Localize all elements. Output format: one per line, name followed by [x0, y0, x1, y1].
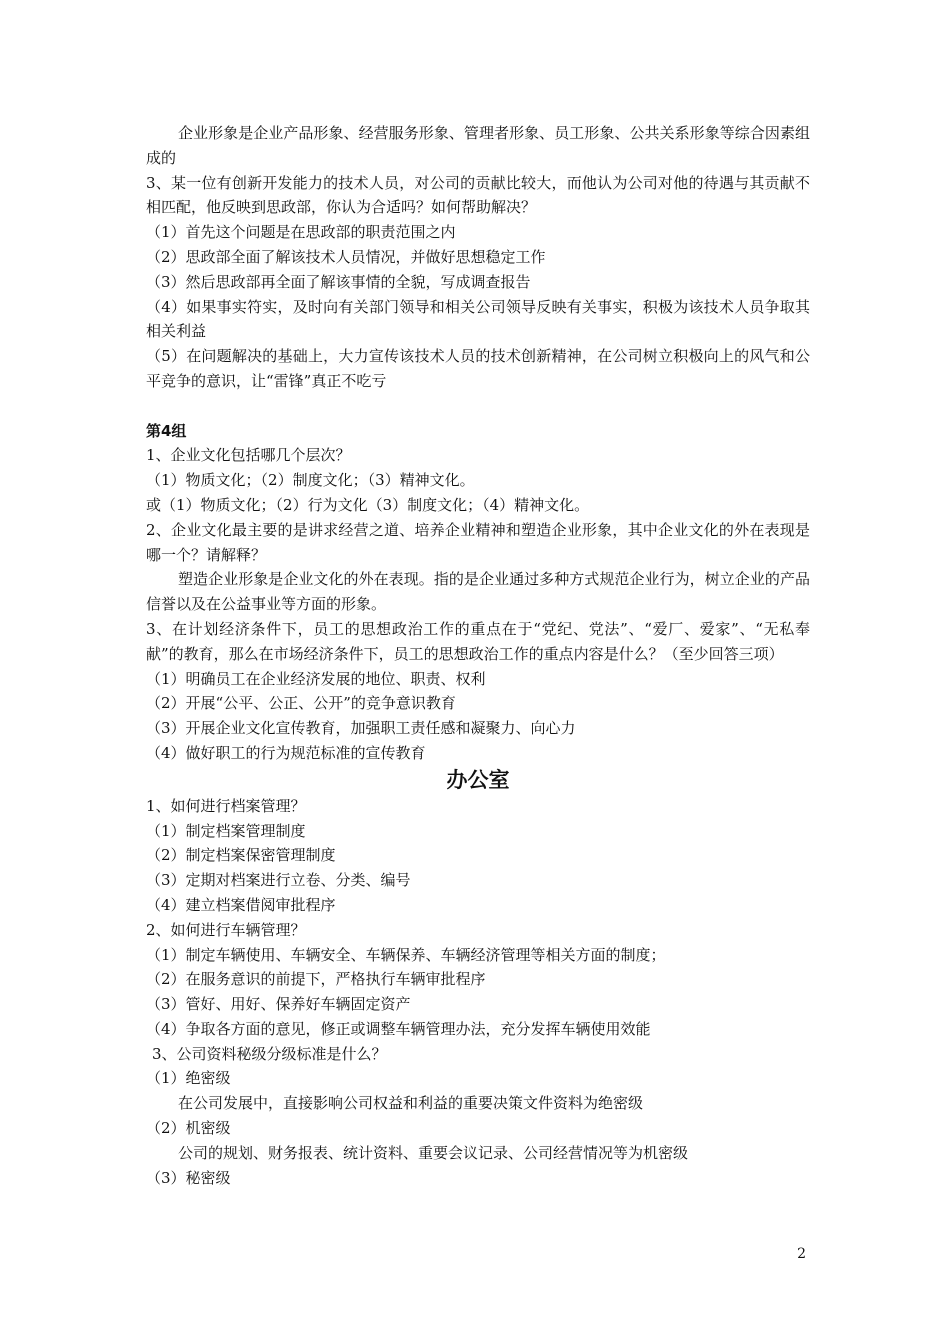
answer-item: 或（1）物质文化；（2）行为文化（3）制度文化；（4）精神文化。 [146, 495, 590, 514]
answer-item: （2）思政部全面了解该技术人员情况，并做好思想稳定工作 [146, 247, 546, 266]
question-3: 3、某一位有创新开发能力的技术人员，对公司的贡献比较大，而他认为公司对他的待遇与其贡献不相匹配，他反映到思政部，你认为合适吗？如何帮助解决？ [146, 173, 810, 217]
office-question-2: 2、如何进行车辆管理？ [146, 920, 306, 939]
group4-question-1: 1、企业文化包括哪几个层次？ [146, 446, 351, 465]
answer-item: （2）在服务意识的前提下，严格执行车辆审批程序 [146, 970, 486, 989]
answer-paragraph: 在公司发展中，直接影响公司权益和利益的重要决策文件资料为绝密级 [178, 1094, 644, 1113]
answer-item: （2）开展“公平、公正、公开”的竞争意识教育 [146, 694, 456, 713]
answer-item: （1）绝密级 [146, 1069, 231, 1088]
blank-line [146, 394, 810, 419]
answer-item: （2）机密级 [146, 1119, 231, 1138]
answer-item: （1）制定档案管理制度 [146, 821, 306, 840]
answer-item: （3）秘密级 [146, 1168, 231, 1187]
answer-item: （4）做好职工的行为规范标准的宣传教育 [146, 743, 426, 762]
group4-question-3: 3、在计划经济条件下，员工的思想政治工作的重点在于“党纪、党法”、“爱厂、爱家”、“无私奉献”的教育，那么在市场经济条件下，员工的思想政治工作的重点内容是什么？（至少回答三项） [146, 619, 810, 663]
answer-item: （5）在问题解决的基础上，大力宣传该技术人员的技术创新精神，在公司树立积极向上的风气和公平竞争的意识，让“雷锋”真正不吃亏 [146, 347, 810, 390]
answer-item: （1）明确员工在企业经济发展的地位、职责、权利 [146, 669, 486, 688]
answer-paragraph: 塑造企业形象是企业文化的外在表现。指的是企业通过多种方式规范企业行为，树立企业的产品信誉以及在公益事业等方面的形象。 [146, 570, 810, 614]
group4-question-2: 2、企业文化最主要的是讲求经营之道、培养企业精神和塑造企业形象，其中企业文化的外在表现是哪一个？请解释？ [146, 520, 810, 564]
answer-item: （3）然后思政部再全面了解该事情的全貌，写成调查报告 [146, 272, 531, 291]
answer-item: （4）如果事实符实，及时向有关部门领导和相关公司领导反映有关事实，积极为该技术人员争取其相关利益 [146, 297, 810, 341]
page-number: 2 [797, 1246, 806, 1262]
answer-item: （3）定期对档案进行立卷、分类、编号 [146, 871, 411, 890]
answer-item: （2）制定档案保密管理制度 [146, 846, 336, 865]
answer-paragraph: 公司的规划、财务报表、统计资料、重要会议记录、公司经营情况等为机密级 [178, 1143, 689, 1162]
office-question-3: 3、公司资料秘级分级标准是什么？ [152, 1044, 387, 1063]
office-question-1: 1、如何进行档案管理？ [146, 796, 306, 815]
answer-item: （3）管好、用好、保养好车辆固定资产 [146, 995, 411, 1014]
answer-item: （4）建立档案借阅审批程序 [146, 895, 336, 914]
answer-item: （1）首先这个问题是在思政部的职责范围之内 [146, 223, 456, 242]
section-heading-office: 办公室 [446, 767, 510, 792]
answer-item: （1）物质文化；（2）制度文化；（3）精神文化。 [146, 471, 475, 490]
group-heading: 第4组 [146, 421, 187, 440]
answer-item: （1）制定车辆使用、车辆安全、车辆保养、车辆经济管理等相关方面的制度； [146, 945, 666, 964]
answer-item: （4）争取各方面的意见，修正或调整车辆管理办法，充分发挥车辆使用效能 [146, 1019, 651, 1038]
document-content [146, 121, 810, 1190]
answer-item: （3）开展企业文化宣传教育，加强职工责任感和凝聚力、向心力 [146, 719, 576, 738]
intro-paragraph: 企业形象是企业产品形象、经营服务形象、管理者形象、员工形象、公共关系形象等综合因素组成的 [146, 124, 810, 167]
